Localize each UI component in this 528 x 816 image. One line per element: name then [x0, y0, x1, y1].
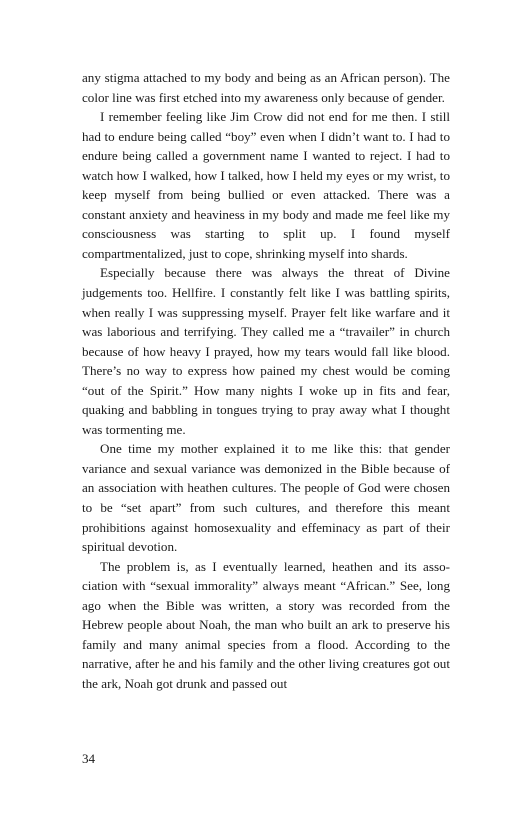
paragraph-continued: any stigma attached to my body and being as an African person). The color line was first etched into my awareness only because of gender.	[82, 70, 450, 105]
paragraph-divine-judgements: Especially because there was always the threat of Divine judgements too. Hellfire. I constantly felt like I was battling spirits, when really I was suppressing myself. Prayer felt like warfare and it was laborious and terrifying. They called me a “travailer” in church because of how heavy I prayed, how my tears would fall like blood. There’s no way to express how pained my chest would be coming “out of the Spirit.” How many nights I woke up in fits and fear, quaking and babbling in tongues trying to pray away what I thought was tormenting me.	[82, 265, 450, 437]
paragraph-mother-explained: One time my mother explained it to me like this: that gender variance and sexual variance was demonized in the Bible because of an association with heathen cultures. The people of God were chosen to be “set apart” from such cultures, and therefore this meant prohibitions against homosexuality and effeminacy as part of their spiritual devotion.	[82, 441, 450, 555]
page-number: 34	[82, 751, 96, 766]
page-body	[82, 68, 450, 694]
paragraph-jim-crow: I remember feeling like Jim Crow did not end for me then. I still had to endure being called “boy” even when I didn’t want to. I had to endure being called a government name I wanted to reject. I had to watch how I walked, how I talked, how I held my eyes or my wrist, to keep myself from being bullied or even attacked. There was a constant anxiety and heaviness in my body and made me feel like my consciousness was starting to split up. I found myself compartmentalized, just to cope, shrinking myself into shards.	[82, 109, 450, 261]
paragraph-heathen-african: The problem is, as I eventually learned, heathen and its association with “sexual immorality” always meant “African.” See, long ago when the Bible was written, a story was recorded from the Hebrew people about Noah, the man who built an ark to preserve his family and many animal species from a flood. According to the narrative, after he and his family and the other living creatures got out the ark, Noah got drunk and passed out	[82, 558, 450, 691]
